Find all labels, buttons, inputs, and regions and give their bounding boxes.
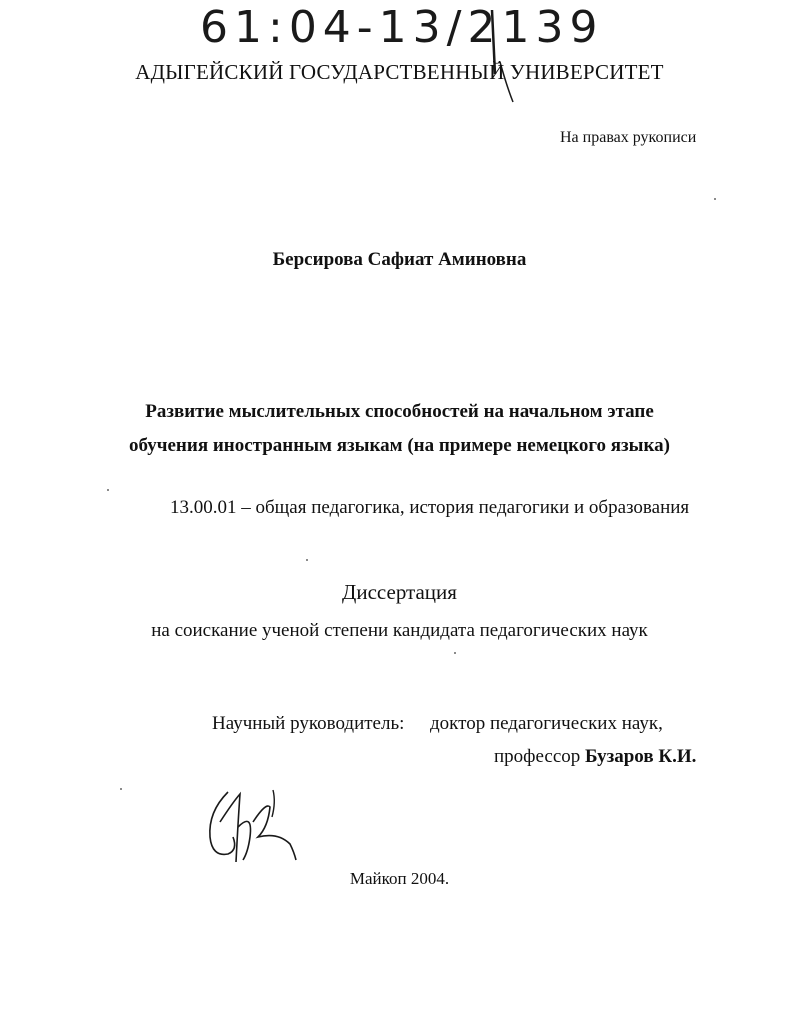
manuscript-rights-note: На правах рукописи (560, 129, 697, 146)
signature-icon (198, 782, 308, 872)
specialty-code: 13.00.01 – общая педагогика, история педагогики и образования (170, 497, 690, 518)
scan-speck (454, 652, 456, 654)
supervisor-title (494, 746, 696, 768)
author-name: Берсирова Сафиат Аминовна (272, 249, 527, 270)
supervisor-degree: доктор педагогических наук, (430, 713, 663, 734)
scan-speck (107, 489, 109, 491)
dissertation-title-line-2: обучения иностранным языкам (на примере немецкого языка) (129, 435, 670, 456)
document-type: Диссертация (342, 580, 457, 604)
supervisor-name: Бузаров К.И. (585, 746, 697, 767)
handwriting-strokes (195, 2, 675, 102)
scan-speck (120, 788, 122, 790)
scan-speck (306, 559, 308, 561)
scan-speck (714, 198, 716, 200)
degree-sought: на соискание ученой степени кандидата педагогических наук (151, 620, 648, 641)
supervisor-position: профессор (494, 746, 581, 767)
university-name: АДЫГЕЙСКИЙ ГОСУДАРСТВЕННЫЙ УНИВЕРСИТЕТ (135, 60, 664, 84)
dissertation-title-line-1: Развитие мыслительных способностей на начальном этапе (145, 401, 654, 422)
city-year: Майкоп 2004. (349, 869, 450, 888)
supervisor-label: Научный руководитель: (212, 713, 405, 734)
handwritten-archive-code: 61:04-13/2139 (200, 2, 604, 53)
